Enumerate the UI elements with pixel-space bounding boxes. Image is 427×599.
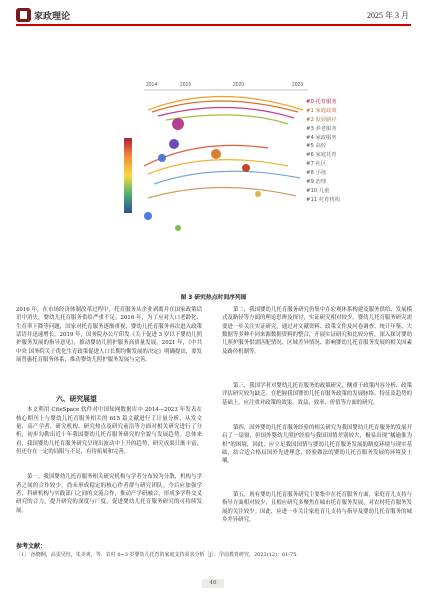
- legend-item: #10 儿童: [306, 187, 330, 194]
- legend-item: #7 社区: [306, 161, 327, 168]
- legend-item: #9 治理: [306, 179, 327, 186]
- legend-item: #6 家庭托育: [306, 152, 337, 159]
- legend: [306, 97, 362, 204]
- body-paragraph: 本文利用 CiteSpace 软件对中国知网数据库中 2014—2023 年发表在核心期刊上与婴幼儿托育服务相关的 615 篇文献进行了计量分析，从发文量、高产学者、研究机构、研究热点及研究前沿等方面对相关研究进行了分析，初步勾勒出近十年我国婴幼儿托育服务研究的全貌与发展趋势。总体来看，我国婴幼儿托育服务研究呈现出波动中上升的趋势，研究成果日渐丰富，但还存在一定的局限与不足，有待拓展和完善。: [16, 407, 202, 456]
- body-paragraph: 第三，我国学者对婴幼儿托育服务的政策研究，侧重于政策内容分析、政策评估研究较为缺乏。在把握我国婴幼儿托育服务政策的发展脉络、特征及趋势的基础上，应注重对政策的效果、效益、效率、价值等方面的研究。: [222, 383, 412, 406]
- legend-item: #2 发展路径: [306, 116, 337, 123]
- body-paragraph: 第一，我国婴幼儿托育服务相关研究机构与学者分布较为分散，机构与学者之间的合作较少，尚未形成稳定的核心作者群与研究团队。今后应加强学者、科研机构与实践部门之间的交流合作，推动产学研融合，形成多学科交叉研究的合力，提升研究的深度与广度，促进婴幼儿托育服务研究的可持续发展。: [16, 474, 202, 514]
- body-paragraph: 第五，现有婴幼儿托育服务研究主要集中在托育服务方面，家庭育儿支持与指导方面相对较少，且相应研究多聚焦在城市托育服务发展，对农村托育服务发展的关注较少。因此，应进一步关注家庭育儿支持与指导及婴幼儿托育服务的城乡差异研究。: [222, 492, 412, 524]
- year-label: 2015: [180, 82, 192, 88]
- body-paragraph: 第二，我国婴幼儿托育服务研究仍集中在宏观体系构建及服务供给、发展模式及路径等方面的理论思辨及探讨，实证研究相对较少。婴幼儿托育服务研究需要进一步关注实证研究，通过对文献资料、政策文件及问卷调查、统计年鉴、大数据等多种不同来源数据资料的整合，开展实证研究和比较分析，深入探讨婴幼儿照护服务供需匹配情况、区域差异情况、影响婴幼儿托育服务发展的相关因素及路径机制等。: [222, 307, 412, 355]
- figure-caption: 图 3 研究热点时间序列图: [180, 295, 247, 301]
- year-label: 2014: [146, 82, 158, 88]
- legend-item: #1 家庭政策: [306, 107, 337, 114]
- issue-date: 2025 年 3 月: [367, 11, 409, 20]
- reference-item: ［1］ 孙晓桐，高雯吴钰，朱美爽，等．农村 0~3 岁婴幼儿托育的家庭支持需求分析［J］．学前教育研究，2023(12)：61-75.: [16, 552, 299, 558]
- section-title: 六、研究展望: [56, 395, 97, 403]
- header-rule: [16, 24, 411, 26]
- legend-item: #5 高校: [306, 143, 327, 150]
- legend-item: #0 托育服务: [306, 99, 337, 105]
- keyword-timeline-graph: [118, 78, 310, 278]
- journal-logo-text: 家政理论: [34, 12, 71, 22]
- right-column: [222, 306, 412, 538]
- legend-item: #8 小孩: [306, 170, 327, 177]
- legend-item: #3 养老服务: [306, 125, 337, 132]
- legend-item: #4 家政服务: [306, 134, 337, 141]
- legend-item: #11 托育机构: [306, 196, 341, 203]
- body-paragraph: 2016 年，在市场经济体制改革过程中，托育服务从企业剥离并在国家政策话语中消失，婴幼儿托育服务供给严重不足。2016 年，为了应对人口老龄化、生育率下降等问题，国家对托育服务逐渐重视，婴幼儿托育服务再次进入政策话语并迅速增长。2019 年，国务院办公厅印发《关于促进 3 岁以下婴幼儿照护服务发展的指导意见》，推动婴幼儿照护服务高质量发展。2021 年，《中共中央 国务院关于优化生育政策促进人口长期均衡发展的决定》明确提出，要发展普惠托育服务体系，推动婴幼儿照护服务发展与完善。: [16, 307, 202, 364]
- page-number: 46: [202, 579, 224, 588]
- body-paragraph: 第四，国外婴幼儿托育服务经验的相关研究为我国婴幼儿托育服务的发展开启了一扇窗，但国外婴幼儿照护经验与我国国情差别较大，极易出现“橘逾淮为枳”的困境，因此，应立足我国国情与婴幼儿托育服务发展的制度环境与现实基础，结合适合格局国外先进理念、经验做法的婴幼儿托育服务发展的环境及土壤。: [222, 425, 412, 465]
- left-column: [16, 306, 202, 538]
- references-title: 参考文献：: [16, 543, 47, 550]
- year-label: 2023: [292, 82, 304, 88]
- year-label: 2020: [233, 82, 245, 88]
